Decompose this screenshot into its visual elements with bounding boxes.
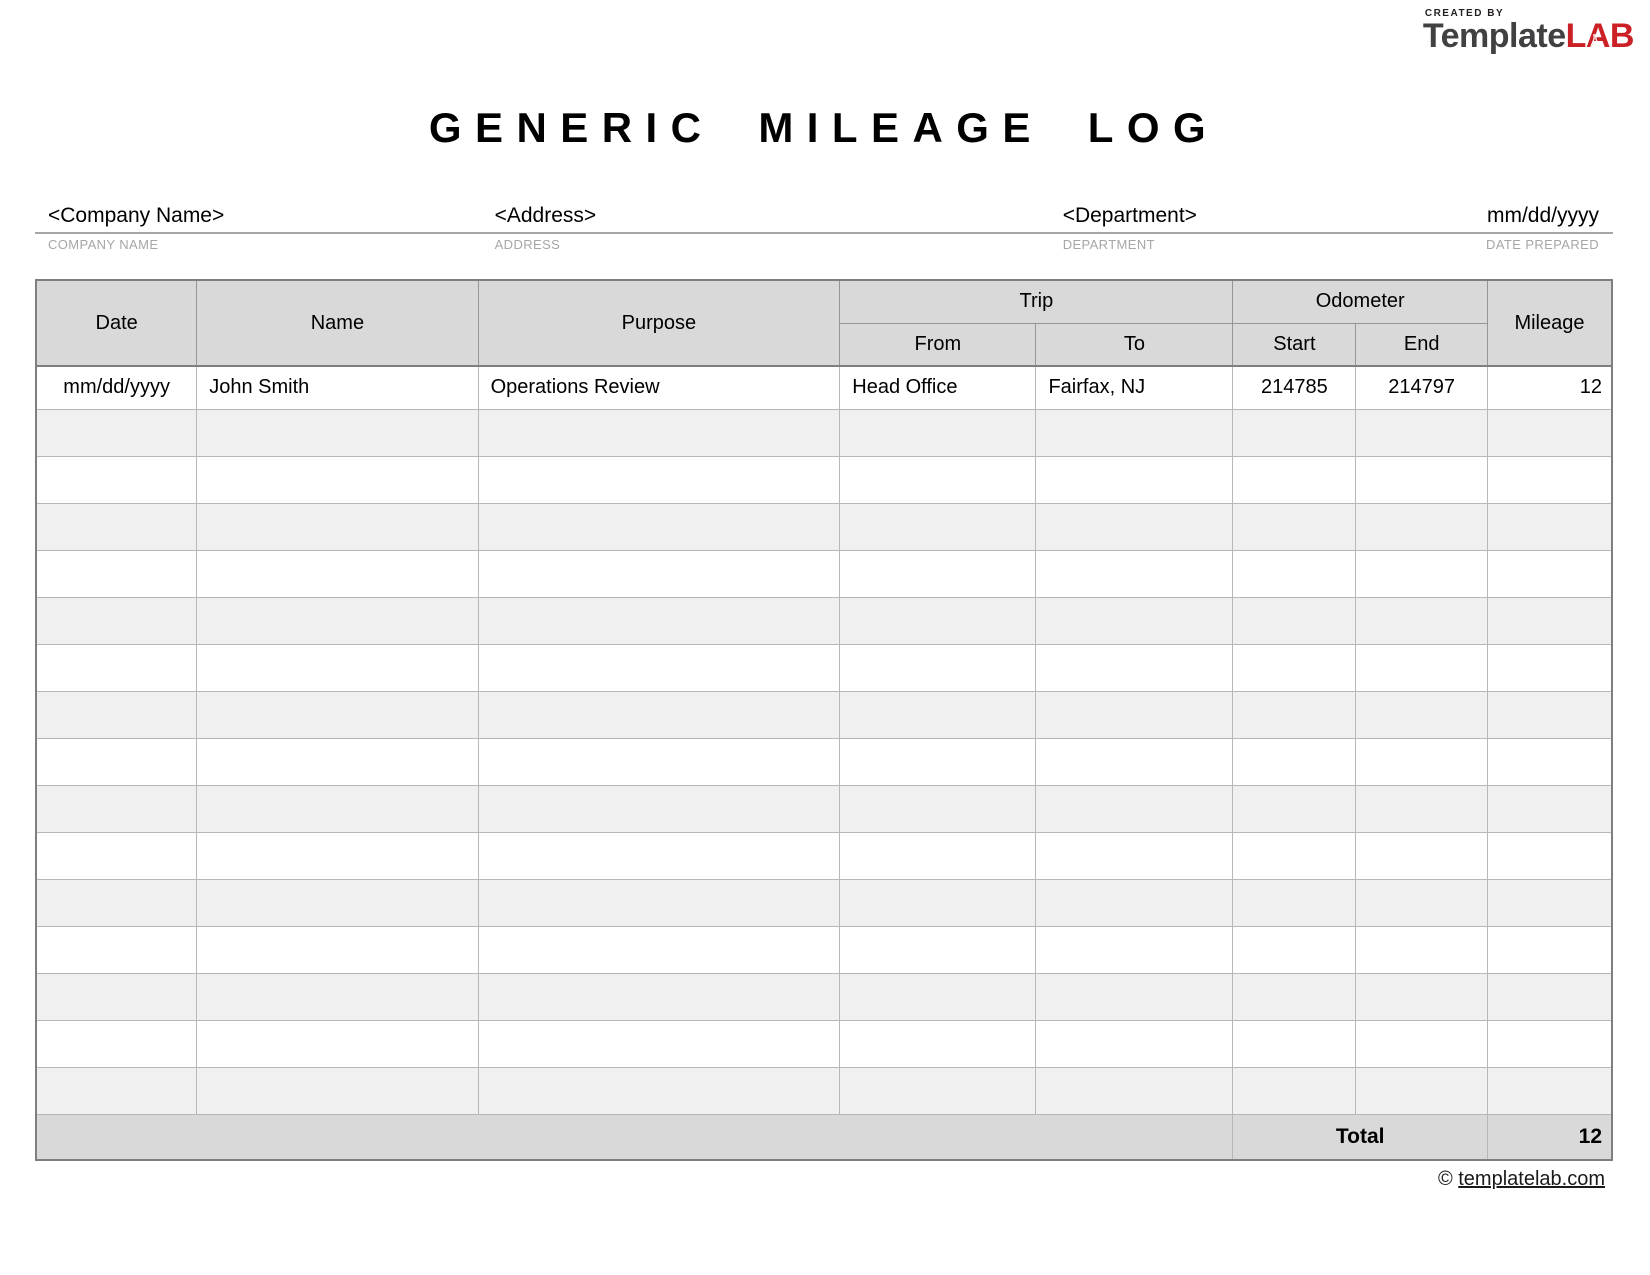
header-mileage: Mileage: [1487, 280, 1612, 366]
empty-cell: [478, 550, 840, 597]
address-label: ADDRESS: [494, 237, 561, 252]
empty-cell: [840, 691, 1036, 738]
empty-cell: [1487, 1067, 1612, 1114]
empty-cell: [36, 926, 197, 973]
empty-cell: [1487, 691, 1612, 738]
empty-cell: [197, 503, 478, 550]
table-empty-body: [36, 409, 1612, 1114]
empty-cell: [1233, 503, 1356, 550]
empty-cell: [197, 409, 478, 456]
empty-cell: [1487, 832, 1612, 879]
empty-cell: [478, 785, 840, 832]
header-odometer: Odometer: [1233, 280, 1488, 323]
header-trip-to: To: [1036, 323, 1233, 366]
table-entry-body: [36, 366, 1612, 409]
empty-cell: [478, 926, 840, 973]
empty-cell: [1233, 1020, 1356, 1067]
empty-cell: [1036, 550, 1233, 597]
empty-cell: [197, 738, 478, 785]
created-by-label: CREATED BY: [1424, 8, 1505, 19]
empty-cell: [197, 785, 478, 832]
empty-row: [36, 832, 1612, 879]
empty-cell: [840, 644, 1036, 691]
empty-cell: [840, 409, 1036, 456]
empty-cell: [1036, 409, 1233, 456]
entry-from-cell: Head Office: [840, 366, 1036, 409]
empty-cell: [36, 550, 197, 597]
page-title: GENERIC MILEAGE LOG: [428, 104, 1220, 151]
empty-cell: [1233, 879, 1356, 926]
empty-cell: [1036, 879, 1233, 926]
empty-cell: [1487, 503, 1612, 550]
address-value: <Address>: [494, 204, 597, 227]
empty-cell: [197, 1067, 478, 1114]
table-footer: [36, 1114, 1612, 1160]
empty-cell: [1356, 409, 1488, 456]
empty-row: [36, 503, 1612, 550]
empty-cell: [1487, 785, 1612, 832]
empty-cell: [478, 1067, 840, 1114]
empty-cell: [840, 1067, 1036, 1114]
empty-cell: [1487, 879, 1612, 926]
empty-cell: [1036, 691, 1233, 738]
empty-cell: [1487, 409, 1612, 456]
header-odometer-start: Start: [1233, 323, 1356, 366]
empty-cell: [1036, 785, 1233, 832]
entry-odometer-end-cell: 214797: [1356, 366, 1488, 409]
empty-cell: [1036, 1067, 1233, 1114]
empty-cell: [36, 456, 197, 503]
header-fields: [35, 204, 1613, 252]
empty-cell: [1487, 456, 1612, 503]
empty-cell: [36, 503, 197, 550]
logo-template-text: Template: [1422, 17, 1566, 55]
empty-cell: [1036, 597, 1233, 644]
empty-cell: [1036, 973, 1233, 1020]
empty-cell: [1356, 738, 1488, 785]
empty-cell: [197, 550, 478, 597]
empty-cell: [1356, 597, 1488, 644]
empty-row: [36, 1067, 1612, 1114]
empty-cell: [36, 879, 197, 926]
empty-cell: [1233, 456, 1356, 503]
empty-row: [36, 456, 1612, 503]
empty-cell: [478, 503, 840, 550]
header-fields-labels: [35, 237, 1613, 252]
empty-cell: [1487, 926, 1612, 973]
empty-cell: [840, 832, 1036, 879]
empty-cell: [478, 644, 840, 691]
empty-cell: [36, 409, 197, 456]
empty-cell: [1036, 503, 1233, 550]
total-label: Total: [1233, 1114, 1488, 1160]
empty-row: [36, 644, 1612, 691]
empty-cell: [478, 597, 840, 644]
empty-cell: [840, 550, 1036, 597]
empty-cell: [36, 691, 197, 738]
empty-cell: [1036, 832, 1233, 879]
header-odometer-end: End: [1356, 323, 1488, 366]
date-prepared-label: DATE PREPARED: [1486, 237, 1599, 252]
empty-cell: [197, 691, 478, 738]
empty-cell: [1233, 785, 1356, 832]
empty-cell: [36, 597, 197, 644]
empty-cell: [1356, 926, 1488, 973]
empty-cell: [197, 1020, 478, 1067]
empty-cell: [1487, 973, 1612, 1020]
company-name-label: COMPANY NAME: [48, 237, 159, 252]
empty-row: [36, 973, 1612, 1020]
empty-row: [36, 409, 1612, 456]
empty-cell: [197, 644, 478, 691]
empty-cell: [1356, 550, 1488, 597]
empty-cell: [840, 738, 1036, 785]
empty-cell: [478, 456, 840, 503]
empty-row: [36, 926, 1612, 973]
empty-cell: [478, 1020, 840, 1067]
empty-cell: [197, 973, 478, 1020]
entry-name-cell: John Smith: [197, 366, 478, 409]
empty-cell: [1356, 644, 1488, 691]
table-header: [36, 280, 1612, 366]
empty-cell: [36, 738, 197, 785]
header-fields-values: [35, 204, 1613, 234]
empty-row: [36, 785, 1612, 832]
empty-row: [36, 550, 1612, 597]
footer-credit: [35, 1168, 1613, 1191]
entry-to-cell: Fairfax, NJ: [1036, 366, 1233, 409]
empty-cell: [1233, 738, 1356, 785]
empty-cell: [36, 973, 197, 1020]
empty-cell: [478, 409, 840, 456]
empty-cell: [1233, 550, 1356, 597]
empty-cell: [1487, 1020, 1612, 1067]
empty-cell: [197, 832, 478, 879]
empty-cell: [1487, 644, 1612, 691]
empty-cell: [1356, 456, 1488, 503]
empty-cell: [197, 879, 478, 926]
empty-row: [36, 879, 1612, 926]
empty-cell: [36, 832, 197, 879]
empty-cell: [478, 879, 840, 926]
empty-cell: [36, 644, 197, 691]
empty-cell: [1233, 644, 1356, 691]
empty-cell: [840, 456, 1036, 503]
empty-cell: [1356, 832, 1488, 879]
empty-cell: [1233, 973, 1356, 1020]
empty-cell: [1356, 973, 1488, 1020]
total-spacer-cell: [36, 1114, 1233, 1160]
empty-cell: [1233, 691, 1356, 738]
empty-cell: [36, 1020, 197, 1067]
empty-row: [36, 738, 1612, 785]
empty-cell: [1233, 409, 1356, 456]
empty-cell: [1356, 503, 1488, 550]
empty-cell: [197, 597, 478, 644]
empty-cell: [1036, 644, 1233, 691]
company-name-value: <Company Name>: [48, 204, 225, 227]
header-date: Date: [36, 280, 197, 366]
department-label: DEPARTMENT: [1062, 237, 1155, 252]
empty-row: [36, 1020, 1612, 1067]
empty-cell: [840, 1020, 1036, 1067]
empty-row: [36, 597, 1612, 644]
empty-cell: [36, 1067, 197, 1114]
department-value: <Department>: [1062, 204, 1197, 227]
empty-cell: [478, 738, 840, 785]
empty-cell: [1036, 738, 1233, 785]
empty-cell: [1487, 550, 1612, 597]
date-prepared-value: mm/dd/yyyy: [1486, 204, 1599, 227]
empty-cell: [1036, 926, 1233, 973]
empty-cell: [1356, 785, 1488, 832]
empty-cell: [1487, 597, 1612, 644]
logo-lab-text: LAB: [1565, 17, 1634, 55]
empty-cell: [1233, 926, 1356, 973]
empty-cell: [1356, 1020, 1488, 1067]
empty-row: [36, 691, 1612, 738]
empty-cell: [197, 926, 478, 973]
empty-cell: [840, 926, 1036, 973]
header-trip: Trip: [840, 280, 1233, 323]
total-value: 12: [1487, 1114, 1612, 1160]
header-purpose: Purpose: [478, 280, 840, 366]
empty-cell: [840, 785, 1036, 832]
empty-cell: [1356, 1067, 1488, 1114]
header-name: Name: [197, 280, 478, 366]
empty-cell: [840, 973, 1036, 1020]
page: [35, 0, 1613, 1191]
entry-odometer-start-cell: 214785: [1233, 366, 1356, 409]
templatelab-link[interactable]: templatelab.com: [1458, 1168, 1605, 1190]
entry-mileage-cell: 12: [1487, 366, 1612, 409]
entry-purpose-cell: Operations Review: [478, 366, 840, 409]
empty-cell: [840, 879, 1036, 926]
empty-cell: [1487, 738, 1612, 785]
copyright-symbol: ©: [1437, 1168, 1453, 1190]
empty-cell: [840, 503, 1036, 550]
empty-cell: [478, 691, 840, 738]
empty-cell: [1036, 1020, 1233, 1067]
mileage-table: [35, 279, 1613, 1161]
empty-cell: [840, 597, 1036, 644]
total-row: [36, 1114, 1612, 1160]
empty-cell: [1356, 691, 1488, 738]
empty-cell: [1036, 456, 1233, 503]
empty-cell: [197, 456, 478, 503]
empty-cell: [478, 973, 840, 1020]
empty-cell: [1233, 1067, 1356, 1114]
log-entry-row: [36, 366, 1612, 409]
empty-cell: [478, 832, 840, 879]
empty-cell: [1233, 832, 1356, 879]
entry-date-cell: mm/dd/yyyy: [36, 366, 197, 409]
empty-cell: [1233, 597, 1356, 644]
header-trip-from: From: [840, 323, 1036, 366]
empty-cell: [1356, 879, 1488, 926]
empty-cell: [36, 785, 197, 832]
